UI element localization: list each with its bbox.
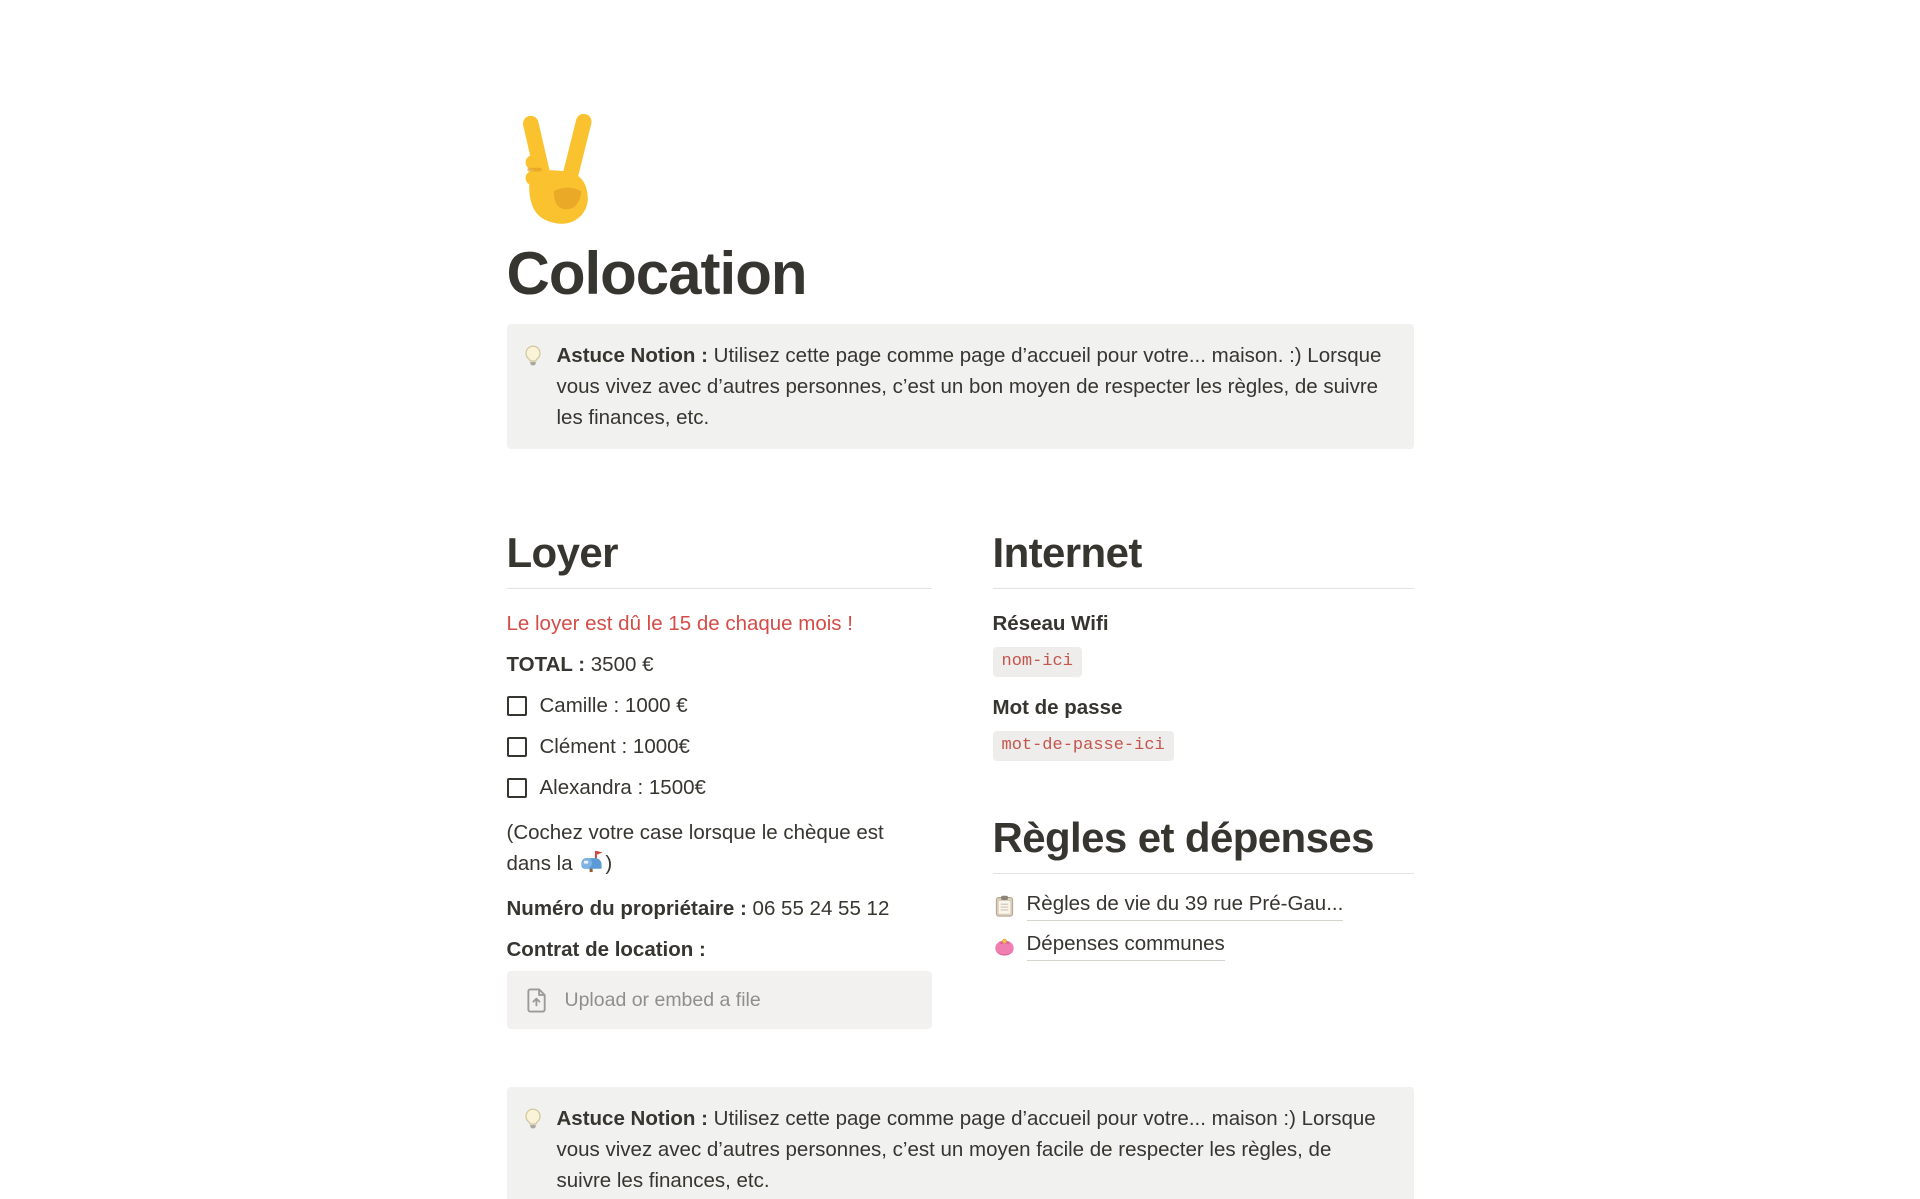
rules-heading: Règles et dépenses	[992, 814, 1374, 861]
page-link-depenses-communes[interactable]	[993, 931, 1414, 961]
cheque-note-close: )	[605, 852, 613, 875]
divider	[993, 588, 1414, 589]
loyer-heading: Loyer	[506, 529, 618, 576]
todo-camille	[507, 690, 932, 721]
callout-top	[507, 324, 1414, 449]
page-link-regles-de-vie[interactable]	[993, 891, 1414, 921]
rent-total	[507, 649, 932, 680]
victory-hand-icon	[523, 112, 599, 232]
todo-label: Clément : 1000€	[539, 735, 690, 758]
clipboard-icon	[993, 895, 1016, 918]
contract-label: Contrat de location :	[506, 938, 706, 961]
callout-top-bold: Astuce Notion :	[556, 344, 708, 367]
callout-bottom	[507, 1087, 1414, 1199]
callout-bottom-text	[557, 1103, 1387, 1196]
file-upload-icon	[523, 986, 551, 1014]
column-internet	[993, 528, 1414, 1029]
todo-clement	[507, 731, 932, 762]
todo-label: Camille : 1000 €	[539, 694, 688, 717]
owner-phone-label: Numéro du propriétaire :	[506, 897, 747, 920]
owner-phone-value: 06 55 24 55 12	[752, 897, 890, 920]
wifi-password-code: mot-de-passe-ici	[993, 731, 1174, 761]
wifi-name-line	[993, 647, 1414, 677]
todo-alexandra	[507, 772, 932, 803]
callout-top-text	[557, 340, 1387, 433]
page-link-label: Règles de vie du 39 rue Pré-Gau...	[1027, 891, 1344, 921]
upload-file-area[interactable]	[507, 971, 932, 1029]
rent-total-value: 3500 €	[590, 653, 654, 676]
page-icon-victory-hand-emoji[interactable]	[523, 112, 599, 232]
column-list	[507, 528, 1414, 1029]
todo-label: Alexandra : 1500€	[539, 776, 706, 799]
wifi-password-label: Mot de passe	[992, 696, 1123, 719]
page-title[interactable]: Colocation	[506, 240, 807, 307]
rent-due-notice: Le loyer est dû le 15 de chaque mois !	[506, 612, 853, 635]
callout-top-body: Utilisez cette page comme page d’accueil pour votre... maison. :) Lorsque vous vivez avec d’autres personnes, c’est un bon moyen de respecter les règles, de suivre les finances, etc.	[556, 344, 1382, 429]
page-link-label: Dépenses communes	[1027, 931, 1225, 961]
upload-placeholder: Upload or embed a file	[564, 988, 761, 1011]
lightbulb-icon	[521, 1107, 545, 1136]
todo-checkbox-alexandra[interactable]	[507, 778, 527, 798]
purse-icon	[993, 935, 1016, 958]
column-loyer	[507, 528, 932, 1029]
divider	[993, 873, 1414, 874]
wifi-password-line	[993, 731, 1414, 761]
wifi-network-label: Réseau Wifi	[992, 612, 1109, 635]
todo-checkbox-camille[interactable]	[507, 696, 527, 716]
divider	[507, 588, 932, 589]
notion-page	[507, 0, 1414, 1199]
mailbox-icon	[579, 850, 604, 882]
callout-bottom-bold: Astuce Notion :	[556, 1107, 708, 1130]
cheque-note	[507, 817, 927, 882]
todo-checkbox-clement[interactable]	[507, 737, 527, 757]
wifi-name-code: nom-ici	[993, 647, 1082, 677]
cheque-note-text: (Cochez votre case lorsque le chèque est dans la	[506, 821, 884, 875]
owner-phone-line	[507, 893, 932, 924]
lightbulb-icon	[521, 344, 545, 373]
rent-total-label: TOTAL :	[506, 653, 586, 676]
callout-bottom-body: Utilisez cette page comme page d’accueil pour votre... maison :) Lorsque vous vivez avec d’autres personnes, c’est un moyen facile de respecter les règles, de suivre les finances, etc.	[556, 1107, 1376, 1192]
internet-heading: Internet	[992, 529, 1142, 576]
contract-line	[507, 934, 932, 965]
